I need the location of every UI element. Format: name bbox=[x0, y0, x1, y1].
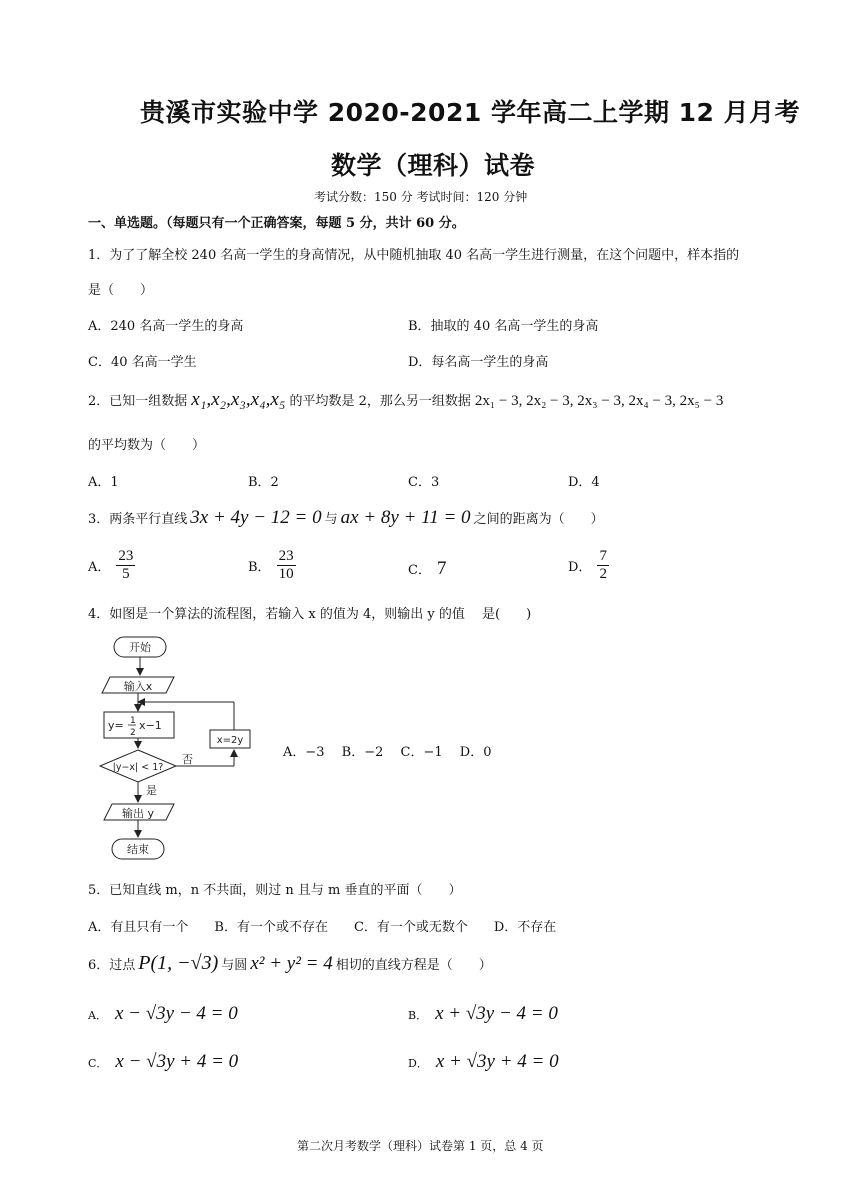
option-label: D． bbox=[568, 560, 592, 575]
numerator: 23 bbox=[118, 548, 134, 564]
question-2-stem bbox=[88, 389, 723, 411]
question-1-stem: 1．为了了解全校 240 名高一学生的身高情况，从中随机抽取 40 名高一学生进行测量，在这个问题中，样本指的 bbox=[88, 248, 740, 263]
flowchart-input-label: 输入x bbox=[123, 680, 153, 693]
question-4-stem: 4．如图是一个算法的流程图，若输入 x 的值为 4，则输出 y 的值 是( ) bbox=[88, 607, 532, 622]
numerator: 7 bbox=[599, 548, 607, 564]
flowchart-start-label: 开始 bbox=[129, 641, 151, 654]
question-6-stem bbox=[88, 952, 492, 975]
question-2-stem-cont: 的平均数为（ ） bbox=[88, 438, 206, 453]
question-6-mid: 与圆 bbox=[221, 958, 248, 973]
question-3-mid: 与 bbox=[324, 512, 338, 527]
flowchart-assign-right: x−1 bbox=[139, 719, 162, 732]
question-1-option-d[interactable]: D．每名高一学生的身高 bbox=[408, 355, 549, 370]
flowchart-output-label: 输出 y bbox=[121, 807, 155, 820]
question-6-circle: x² + y² = 4 bbox=[250, 953, 333, 974]
question-2-math-data: x₁,x₂,x₃,x₄,x₅ bbox=[191, 389, 286, 410]
option-label: B． bbox=[248, 560, 271, 575]
question-4-options[interactable]: A．−3 B．−2 C．−1 D．0 bbox=[283, 745, 492, 760]
question-6-option-a[interactable] bbox=[88, 1003, 238, 1025]
question-3-suffix: 之间的距离为（ ） bbox=[473, 512, 604, 527]
option-equation: x − √3y + 4 = 0 bbox=[115, 1051, 239, 1072]
question-3-option-d[interactable] bbox=[568, 548, 609, 583]
question-2-mid: 的平均数是 2，那么另一组数据 bbox=[289, 394, 471, 409]
question-3-prefix: 3．两条平行直线 bbox=[88, 512, 188, 527]
flowchart-end-label: 结束 bbox=[127, 843, 149, 856]
question-6-option-c[interactable] bbox=[88, 1051, 238, 1073]
option-label: C． bbox=[88, 1057, 108, 1070]
option-label: B． bbox=[408, 1009, 428, 1022]
question-2-option-b[interactable]: B．2 bbox=[248, 475, 279, 490]
question-1-option-c[interactable]: C．40 名高一学生 bbox=[88, 355, 197, 370]
question-3-option-c[interactable] bbox=[408, 558, 446, 580]
flowchart-condition-label: |y−x| < 1? bbox=[112, 762, 164, 773]
flowchart bbox=[92, 630, 272, 865]
page-title-line2: 数学（理科）试卷 bbox=[331, 151, 536, 180]
fraction bbox=[116, 548, 135, 583]
question-3-option-a[interactable] bbox=[88, 548, 135, 583]
page-title-line1: 贵溪市实验中学 2020-2021 学年高二上学期 12 月月考 bbox=[140, 98, 801, 127]
section-heading: 一、单选题。（每题只有一个正确答案，每题 5 分，共计 60 分。 bbox=[88, 216, 465, 231]
question-6-prefix: 6．过点 bbox=[88, 958, 136, 973]
option-label: D． bbox=[408, 1057, 428, 1070]
denominator: 5 bbox=[122, 566, 130, 582]
question-3-line2: ax + 8y + 11 = 0 bbox=[340, 507, 471, 528]
question-3-option-b[interactable] bbox=[248, 548, 296, 583]
question-1-option-a[interactable]: A．240 名高一学生的身高 bbox=[88, 319, 244, 334]
option-equation: x + √3y + 4 = 0 bbox=[435, 1051, 559, 1072]
flowchart-assign-den: 2 bbox=[130, 728, 136, 738]
exam-info: 考试分数：150 分 考试时间：120 分钟 bbox=[314, 190, 528, 204]
question-1-option-b[interactable]: B．抽取的 40 名高一学生的身高 bbox=[408, 319, 599, 334]
numerator: 23 bbox=[278, 548, 294, 564]
question-2-option-a[interactable]: A．1 bbox=[88, 475, 119, 490]
option-label: A． bbox=[88, 1009, 107, 1022]
question-3-stem bbox=[88, 507, 604, 529]
flowchart-assign-num: 1 bbox=[130, 716, 136, 726]
option-equation: x + √3y − 4 = 0 bbox=[435, 1003, 558, 1024]
denominator: 10 bbox=[278, 566, 294, 582]
option-label: C． bbox=[408, 563, 431, 578]
flowchart-assign-left: y= bbox=[108, 719, 124, 732]
question-6-option-d[interactable] bbox=[408, 1051, 559, 1073]
question-2-prefix: 2．已知一组数据 bbox=[88, 394, 188, 409]
question-6-suffix: 相切的直线方程是（ ） bbox=[335, 958, 492, 973]
question-5-options[interactable]: A．有且只有一个 B．有一个或不存在 C．有一个或无数个 D．不存在 bbox=[88, 920, 557, 935]
flowchart-update-label: x=2y bbox=[216, 735, 244, 746]
page-footer: 第二次月考数学（理科）试卷第 1 页，总 4 页 bbox=[297, 1139, 544, 1153]
question-6-option-b[interactable] bbox=[408, 1003, 558, 1025]
question-2-math-new-data: 2x₁ − 3, 2x₂ − 3, 2x₃ − 3, 2x₄ − 3, 2x₅ − 3 bbox=[474, 393, 724, 409]
flowchart-yes-label: 是 bbox=[146, 784, 157, 797]
question-2-option-d[interactable]: D．4 bbox=[568, 475, 600, 490]
flowchart-no-label: 否 bbox=[182, 753, 193, 766]
question-6-point: P(1, −√3) bbox=[138, 952, 219, 974]
fraction bbox=[597, 548, 609, 583]
option-equation: x − √3y − 4 = 0 bbox=[114, 1003, 238, 1024]
question-3-line1: 3x + 4y − 12 = 0 bbox=[190, 507, 322, 528]
question-2-option-c[interactable]: C．3 bbox=[408, 475, 440, 490]
fraction bbox=[277, 548, 296, 583]
denominator: 2 bbox=[599, 566, 607, 582]
option-label: A． bbox=[88, 560, 111, 575]
option-value: 7 bbox=[436, 558, 447, 579]
question-1-stem-cont: 是（ ） bbox=[88, 283, 154, 298]
question-5-stem: 5．已知直线 m，n 不共面，则过 n 且与 m 垂直的平面（ ） bbox=[88, 883, 462, 898]
